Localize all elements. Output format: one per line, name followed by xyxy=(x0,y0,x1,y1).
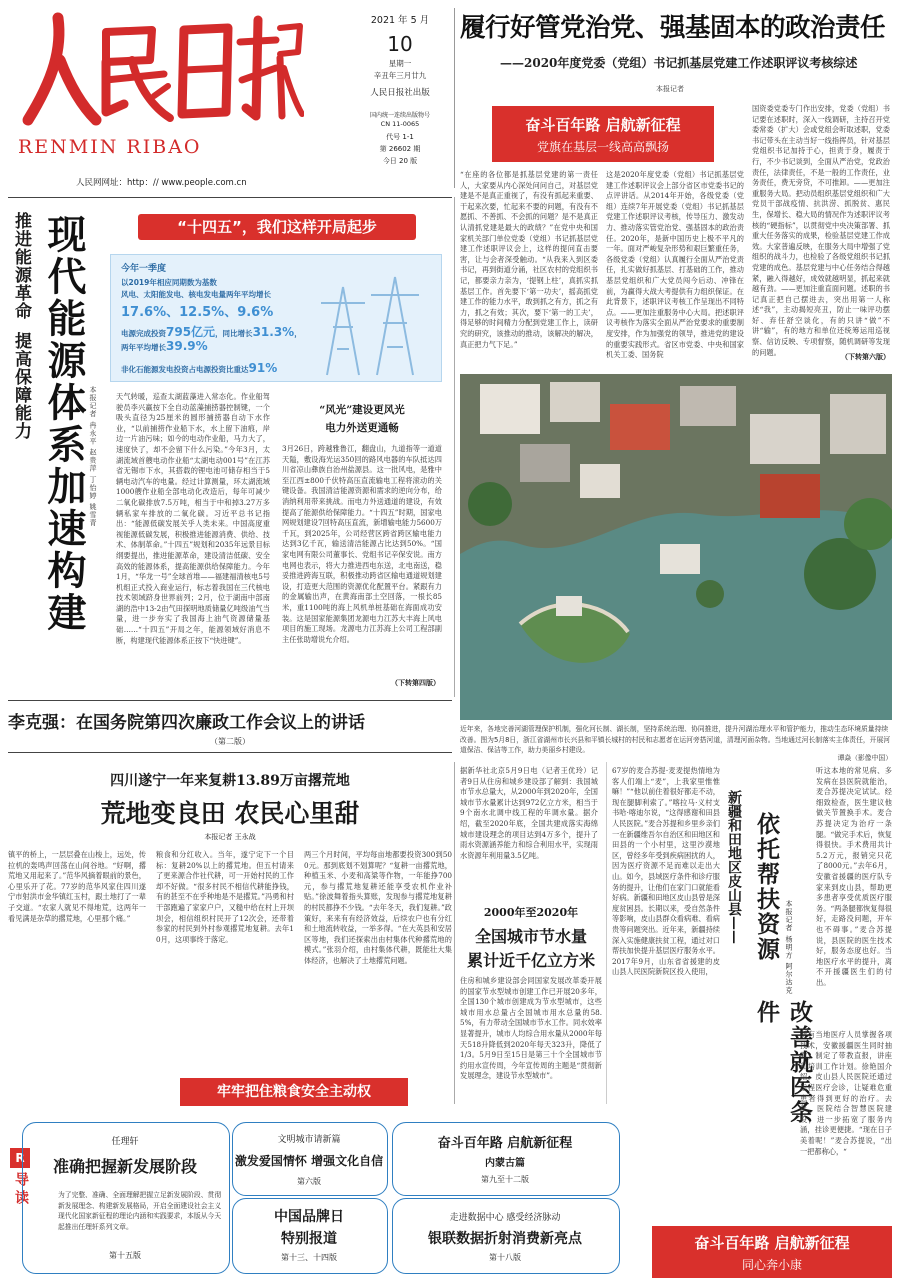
guide-r-mark: R xyxy=(10,1148,30,1168)
premier-page-ref: （第二版） xyxy=(210,737,250,746)
lead-banner xyxy=(492,106,714,162)
cn-number: CN 11-0065 xyxy=(380,120,420,128)
date-year-month: 2021 年 5 月 xyxy=(370,15,430,26)
publisher: 人民日报社出版 xyxy=(370,88,430,98)
suining-title[interactable]: 荒地变良田 农民心里甜 xyxy=(100,799,360,828)
lead-continue: （下转第六版） xyxy=(841,353,890,361)
yilai-byline: 本报记者 杨明方 阿尔达克 xyxy=(785,900,793,995)
guide-item-0-page: 第十五版 xyxy=(109,1251,141,1260)
info-heading: 今年一季度 xyxy=(121,264,167,274)
guide-label: 导读 xyxy=(13,1172,29,1208)
guide-item-1-kicker: 文明城市请新篇 xyxy=(277,1135,341,1145)
xinjiang-col1: 67岁的麦合苏提·麦麦提热情地为客人们端上“麦”，上我家里惟惟嘛！”“他以前住着很好都走不动，现在腿脚利索了。”喀拉马·义村支书哈·喀迪尔说，“这得感谢和田县人民医院。”麦合苏提和乡里乡亲们一在新疆维吾尔自治区和田地区和田县的一个小村里，这里沙漠地区，曾经多年受到疾病困扰的人，因为医疗资源不足而难以走出大山。如今，县域医疗条件和诊疗服务的提升，让他们在家门口就能看好病。新疆和田地区皮山县曾是深度贫困县。长期以来，受自然条件等影响，皮山县群众看病难、看病贵等问题突出。近年来，新疆持续深入实施健康扶贫工程，通过对口帮扶加快提升基层医疗服务水平。2017年9月，山东省省援建的皮山县人民医院新院区投入使用， xyxy=(612,766,720,977)
issue-number: 第 26602 期 xyxy=(379,145,421,153)
yilai-side-title: 新疆和田地区皮山县—— xyxy=(726,790,742,944)
river-village-photo xyxy=(460,374,892,720)
info-line4-a: 非化石能源发电投资占电源投资比重达 xyxy=(121,365,249,374)
guide-item-3-page: 第十三、十四版 xyxy=(281,1253,337,1262)
suining-col1: 镇平的桥上，一层层叠在山梭上，远处，传拉机的轰鸣声回荡在山间谷地。“好啊，撂荒地又用起来了。”范华风摘着眼前的景色，心里乐开了花。77岁的范华风家住四川遂宁市射洪市金华镇红玉村，跟土地打了一辈子交道。“农家人就见不得地荒，这两年一看见满是杂草的撂荒地，心里那个痛。” xyxy=(8,850,146,923)
grain-security-slogan: 牢牢把住粮食安全主动权 xyxy=(180,1078,408,1106)
guide-item-2-page: 第九至十二版 xyxy=(481,1175,529,1184)
energy-subtitle-2: 提高保障能力 xyxy=(11,332,31,440)
info-line2-b: 795亿元 xyxy=(166,325,216,339)
renmin-ribao-logo xyxy=(14,8,304,140)
guide-item-0-desc: 为了完整、准确、全面理解把握立足新发展阶段、贯彻新发展理念、构建新发展格局，开启全面建设社会主义现代化国家新征程的理论内涵和实践要求，本版从今天起推出任理轩系列文章。 xyxy=(58,1191,222,1231)
water-col2: 住房和城乡建设部会同国家发展改革委开展的国家节水型城市创建工作已开展20多年，全国130个城市创建成为节水型城市，这些城市用水总量占全国城市用水总量的58.5%，有力带动全国城市节水工作。同水效率显著提升，城市人均综合用水量从2000年每天518升降低到2020年每天323升，降低了1/3。5月9日至15日是第三十个全国城市节约用水宣传周，今年宣传周的主题是“贯彻新发展理念，建设节水型城市”。 xyxy=(460,976,602,1081)
info-line2 xyxy=(121,323,302,340)
energy-infographic xyxy=(110,254,442,382)
energy-subtitle-1: 推进能源革命 xyxy=(11,212,31,320)
guide-item-1-title[interactable]: 激发爱国情怀 增强文化自信 xyxy=(234,1154,384,1168)
guide-item-4-page: 第十八版 xyxy=(489,1253,521,1262)
lead-banner-line1: 奋斗百年路 启航新征程 xyxy=(525,116,681,134)
energy-col-left: 天气转暖，巡查太湖蓝藻进入常态化。作业船驾驶员李兴赢按下全自动蓝藻捕捞器控制键，一个吸头直径为25厘米的圆形捕捞器自动下水作业，“以前捕捞作业船下水，水上留下油痕，岸边一片油污味；如今的电动作业船，马力大了，速度快了，却不会留下什么污染。”今年3月，太湖流域首艘电动作业船“太湖电动001号”在江苏省无锡市下水，其搭载的锂电池可储存相当于5辆电动汽车的电量。经过计算测量，环太湖流域1000艘作业船全部电动化改造后，每年可减少二氧化碳排放7.5万吨，相当于中和掉3.27万多辆私家车排放的二氧化碳。习近平总书记指出：“能源低碳发展关乎人类未来。中国高度重视能源低碳发展，积极推进能源消费、供给、技术、体制革命。”十四五”规划和2035年远景目标纲要提出，推进能源革命，建设清洁低碳、安全高效的能源体系，提高能源供给保障能力。今年1月，“华龙一号”全球首堆——福建福清核电5号机组正式投入商业运行，标志着我国在三代核电技术领域跻身世界前列；2月，位于湖南中部南湖的浩中13-2由气田探明地质储量亿吨级油气当量，进一步夯实了我国海上油气资源储量基础……“十四五”开局之年，能源领域好消息不断，构建现代能源体系正按下“快进键”。 xyxy=(116,392,270,645)
date-weekday: 星期一 xyxy=(388,59,412,68)
energy-title[interactable]: 现代能源体系加速构建 xyxy=(41,214,87,634)
date-day: 10 xyxy=(387,32,413,56)
yilai-title-1[interactable]: 依托帮扶资源 xyxy=(753,812,780,962)
power-tower-icon xyxy=(307,267,437,377)
energy-section-banner: “十四五”，我们这样开局起步 xyxy=(138,214,416,240)
website[interactable]: 人民网网址：http：// www.people.com.cn xyxy=(76,178,247,188)
info-line2-c: ，同比增长 xyxy=(215,329,253,338)
suining-kicker: 四川遂宁一年来复耕13.89万亩撂荒地 xyxy=(110,773,350,789)
water-title-2[interactable]: 累计近千亿立方米 xyxy=(466,951,595,970)
lead-col2: 这是2020年度党委（党组）书记抓基层党建工作述职评议会上部分省区市党委书记的点评讲话。从2014年开始，各级党委（党组）连续7年开展党委（党组）书记抓基层党建工作述职评议考核，传导压力、激发动力、推动落实管党治党、强基固本的政治责任。2020年，是新中国历史上极不平凡的一年。面对严峻复杂形势和艰巨繁重任务，各级党委（党组）认真履行全面从严治党责任，扎实做好抓基层、打基础的工作，推动基层党组织和广大党员闯今后动、冲锋在前，为赢得大战大考提供有力组织保证。在此背景下，述职评议考核工作呈现出不同特点。——更加注重服务中心大局。把述职评议考核作为落实全面从严治党要求的重要制度安排，作为加强党的领导，推进党的建设的重要实践形式。省区市党委、中央和国家机关工委、国务院 xyxy=(606,170,744,360)
guide-item-4-title[interactable]: 银联数据折射消费新亮点 xyxy=(428,1231,582,1247)
photo-credit: 谭焱（影像中国） xyxy=(812,752,892,762)
masthead-logo xyxy=(14,8,304,140)
suining-col3: 两三个月时间，平均每亩地都要投资300到500元。那到底划不划算呢？“复耕一亩撂荒地，种植玉米、小麦和高粱等作物，一年能挣700元，参与撂荒地复耕还能享受农机作业补贴。”徐波舞着指头算账，发现参与撂荒地复耕的村民都挣不少钱。“去年冬天，我们复耕。”政策好，来来有有经济效益，后续农户也有分红和土地流转收益，一举多得。“在大英县和安居区等地，我们还探索出由村集体代种撂荒地的模式。”张羽介绍，由村集体代耕，既能壮大集体经济，也解决了土地撂荒问题。 xyxy=(304,850,452,965)
energy-continue: （下转第四版） xyxy=(391,679,440,687)
bottom-banner xyxy=(652,1226,892,1278)
info-line2-d: 31.3% xyxy=(252,325,295,339)
guide-item-3-title[interactable]: 特别报道 xyxy=(281,1231,337,1247)
aerial-photo-illustration xyxy=(460,374,892,720)
guide-item-2-title[interactable]: 内蒙古篇 xyxy=(485,1158,525,1169)
info-pcts: 17.6%、12.5%、9.6% xyxy=(121,305,274,320)
info-line3 xyxy=(121,339,208,353)
lead-banner-line2: 党旗在基层一线高高飘扬 xyxy=(536,140,669,154)
cn-label: 国内统一连续出版物号 xyxy=(369,112,430,119)
suining-col2: 粮食和分红收入。当年，遂宁定下一个目标：复耕20%以上的撂荒地。但五村请来了更来源合作社代耕，可一开始村民的工作却不好做。“很多村民不相信代耕能挣钱，有的甚至不在乎种地是不是撂荒。”冯勇和村干部跑遍了家家户户，又糙中给在村上开坝坝会，相信组织村民开了12次会，还带着参家的村民到外村参观撂荒地复耕。去年10月，这项事终于落定。 xyxy=(156,850,294,944)
energy-mid-title-2: 电力外送更通畅 xyxy=(325,422,399,434)
yilai-col1: 听这本地的常见病、多发病在县医院就能治，麦合苏提决定试试。经细致检查，医生建议他做关节置换手术。麦合苏提决定为治疗一条腿。“做完手术后，恢复得很快。手术费用共计5.2万元，报销完只花了8000元。”去年6月，安徽省援疆的医疗队专家来到皮山县，帮助更多患者享受优质医疗服务。“两条腿都恢复得很好，走路没问题，开车也不碍事。”麦合苏提说，县医院的医生技术好，服务态度也好。当地医疗水平的提升，离不开援疆医生们的付出。 xyxy=(816,766,892,987)
lead-subtitle: ——2020年度党委（党组）书记抓基层党建工作述职评议考核综述 xyxy=(500,56,858,70)
premier-title[interactable]: 李克强：在国务院第四次廉政工作会议上的讲话 xyxy=(8,713,365,733)
guide-item-1-page: 第六版 xyxy=(297,1177,321,1186)
water-col1: 据新华社北京5月9日电（记者王优玲）记者9日从住房和城乡建设部了解到：我国城市节水总量大，从2000年到2020年，全国城市节水量累计达到972亿立方米，相当于9个南水北调中线工程的年调水量。据介绍，截至2020年底，全国共建成落实海绵城市建设理念的项目达到4万多个，提升了雨水资源涵养能力和综合利用水平，实现雨水资源年利用量3.5亿吨。 xyxy=(460,766,598,860)
yilai-title-2[interactable]: 改善就医条件 xyxy=(753,1000,813,1125)
suining-byline: 本报记者 王永战 xyxy=(204,833,256,841)
guide-item-2-kicker: 奋斗百年路 启航新征程 xyxy=(437,1136,573,1151)
energy-reporters: 本报记者 冉永平 赵贵萍 丁怡婷 姚雪青 xyxy=(89,386,97,527)
guide-item-0-title[interactable]: 准确把握新发展阶段 xyxy=(52,1157,197,1176)
info-line2-e: ， xyxy=(294,329,302,338)
energy-mid-title-1: “风光”建设更风光 xyxy=(319,404,405,416)
energy-col-mid: 3月26日，跨越雅鲁江，翻盘山，九道指等一道道天隘，敷设海光运350回的路风电器的车队抵达四川省凉山彝族自治州盐源县。这一批风电，是雅中至江西±800千伏特高压直流输电工程将滚动的关键设备。我国清洁能源资源和需求的逆向分布，给消纳利用带来挑战。而电力外送通道的建设，有效提高了能源供给保障能力。“十四五”时期，国家电网规划建设7回特高压直流，新增输电能力5600万千瓦，到2025年，公司经营区跨省跨区输电能力达到3亿千瓦，输送清洁能源占比达到50%。“国家电网有限公司董事长、党组书记辛保安说。南方电网也表示，将大力推进西电东送，北电南送，稳妥推进跨海互联，积极推动跨省区输电通道规划建设，打造更大范围的资源优化配置平台。紧跟有力的金属输出声，在黄海南部土空回落，一根长85米，重1100吨的海上风机单桩基础在海面成功安装。这是国家能源集团龙源电力江苏大丰海上风电项目的施工现场。龙源电力江苏海上公司工程部副主任张助增说允介绍。 xyxy=(282,444,442,644)
lead-col3: 国资委党委专门作出安排，党委（党组）书记要在述职时，深入一线调研，主持召开党委常委（扩大）会或党组会听取述职，党委书记带头在主动当好一线指挥员，针对基层党组织书记加持于心，担责于身，履责于行，不少书记谈到，全面从严治党，党政治责任，法律责任，不是一般的工作责任，业务责任，费无旁贷，不可推卸。——更加注重服务大局。把动员组织基层党组织和广大党员干部战疫情、抗洪涝、抓脱贫、惠民生，保增长、稳大局的情况作为述职评议考核的“硬指标”，以贯彻党中央决策部署、抓重大任务落实的成果，检验基层党建工作成效。大家普遍反映，在服务大局中增强了党组织的战斗力，也检验了各级党组织书记抓党建的成色。基层党建与中心任务结合得越紧，融入得越好，成效就越明显，抓起来就越有劲。——更加注重直面问题。述职的书记真正把自己摆进去，突出用第一人称述“我”，主动揭短亮丑，防止一味评功摆好、弃任舒空谈化，有的只讲“做”不讲“输”，有的地方和单位还统筹运用巡视察、信访反映、专项督察，随机调研等发现的问题。 xyxy=(752,104,890,356)
date-lunar: 辛丑年三月廿九 xyxy=(373,71,427,80)
info-line4-b: 91% xyxy=(248,361,278,375)
yilai-col2: 所有当地医疗人员掌握各项技术，安徽援疆医生同时抽教，制定了带教直报，讲座和培训工作计划。徐艳国介绍，皮山县人民医院还通过远程医疗会诊，让疑难危重患者得到更好的治疗。去年，医院结合智慧医院建设，进一步拓宽了服务内涵，挂诊更便捷。“现在日子美着呢！”麦合苏提说，“出一把都称心，“ xyxy=(800,1030,892,1156)
info-line1: 风电、太阳能发电、核电发电量两年平均增长 xyxy=(121,290,271,299)
info-line4 xyxy=(121,361,277,375)
lead-title[interactable]: 履行好管党治党、强基固本的政治责任 xyxy=(460,13,886,43)
bottom-banner-line1: 奋斗百年路 启航新征程 xyxy=(694,1234,850,1252)
photo-caption: 近年来，各地完善河湖管理保护机制，强化河长制、湖长制，坚持系统治理、协同推进，提升河湖治理水平和管护能力，推动生态环境质量持续改善。图为5月8日，浙江省湖州市长兴县和平镇长城村的村民和志愿者在运河旁搭河道，清理河面杂物。当地通过河长制落实主体责任，开展河道保洁、保洁等工作，助力美丽乡村建设。 xyxy=(460,725,891,754)
guide-item-4-kicker: 走进数据中心 感受经济脉动 xyxy=(449,1213,561,1223)
info-line2-a: 电源完成投资 xyxy=(121,329,166,338)
bottom-banner-line2: 同心奔小康 xyxy=(741,1258,802,1272)
lead-col1: “在座的各位都是抓基层党建的第一责任人，大家要从内心深处问问自己，对基层党建是不是真正重视了，有没有抓起来重要、干起来次要，忙起来不要的问题，有没有不愿抓、不善抓、不会抓的问题？是不是真正认清抓党建是最大的政绩？”在党中央和国家机关部门单位党委（党组）书记抓基层党建工作述职评议会上，这样的提问直击要害，让与会者深受触动。“从我来入到区委书记，再到街道分涌，社区农村的党组织书记，都要亲力亲为，‘提钢上柱’，真抓实抓基层工作。首先要下‘第一功夫’，摇高抓党建工作的能力水平，敢到抓之有方，抓之有力，抓之有效；其次，要下‘第一的工夫’，得足够的时间精力分配到党建工作上，读研究的研究，该推动的推动，该解决的解决，真正把力气下足。” xyxy=(460,170,598,349)
pages-today: 今日 20 版 xyxy=(382,157,418,165)
info-line3-b: 39.9% xyxy=(166,339,208,353)
guide-item-3-kicker: 中国品牌日 xyxy=(274,1209,344,1225)
water-kicker: 2000年至2020年 xyxy=(483,906,579,919)
info-sub: 以2019年相应同期数为基数 xyxy=(121,278,217,287)
masthead-pinyin: RENMIN RIBAO xyxy=(18,136,202,158)
issue-code: 代号 1-1 xyxy=(386,133,414,141)
water-title-1[interactable]: 全国城市节水量 xyxy=(474,927,587,946)
guide-item-0-kicker: 任理轩 xyxy=(111,1137,139,1147)
info-line3-a: 两年平均增长 xyxy=(121,343,166,352)
lead-byline: 本报记者 xyxy=(656,85,684,93)
